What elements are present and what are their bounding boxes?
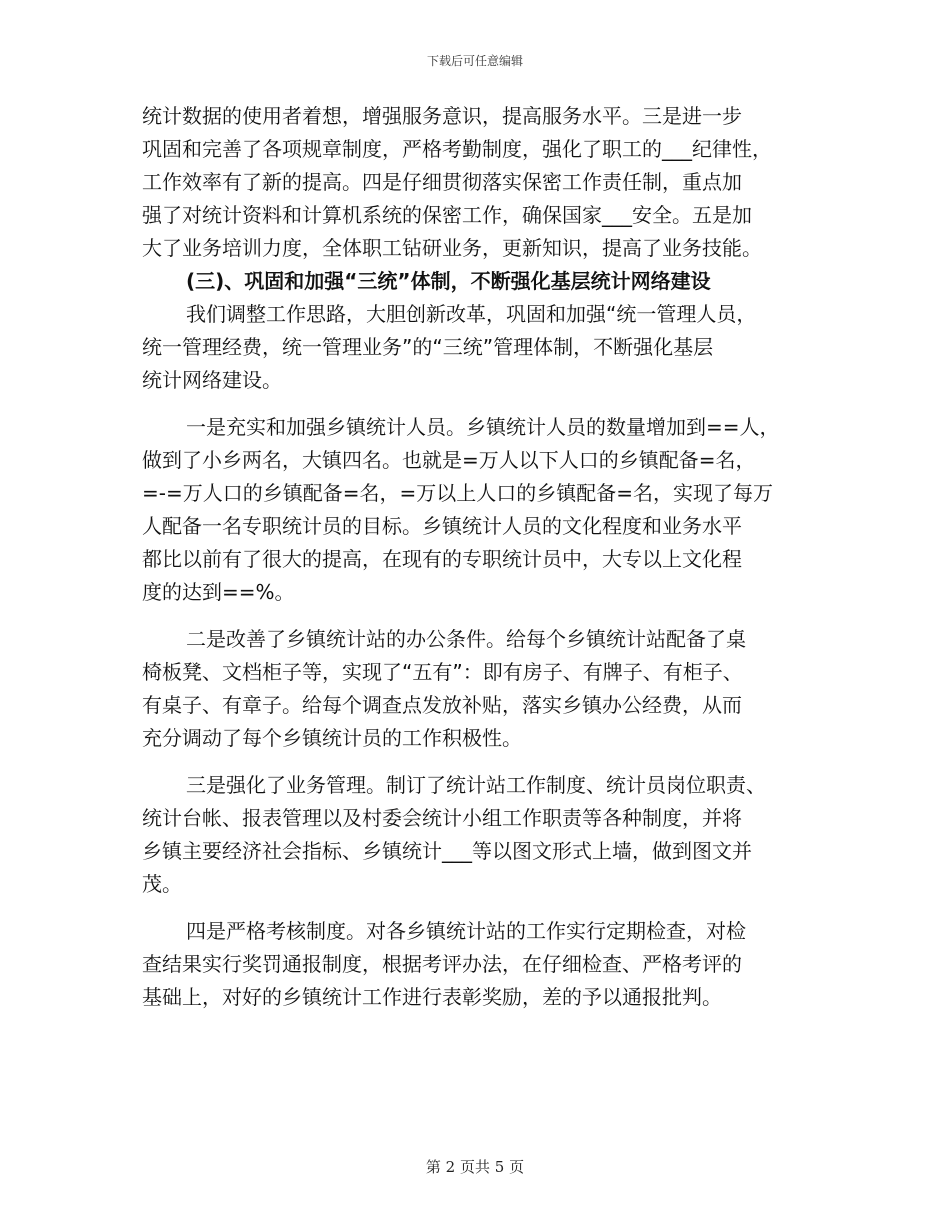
text-line: 统计数据的使用者着想，增强服务意识，提高服务水平。三是进一步 — [142, 104, 742, 128]
text-line: 充分调动了每个乡镇统计员的工作积极性。 — [142, 726, 522, 750]
text-line: 我们调整工作思路，大胆创新改革，巩固和加强“统一管理人员， — [186, 302, 757, 326]
paragraph-assessment — [142, 915, 822, 1014]
text-line: 椅板凳、文档柜子等，实现了“五有”：即有房子、有牌子、有柜子、 — [142, 660, 743, 684]
section-heading: (三)、巩固和加强“三统”体制，不断强化基层统计网络建设 — [186, 269, 711, 293]
text-line: 统计台帐、报表管理以及村委会统计小组工作职责等各种制度，并将 — [142, 806, 742, 830]
text-line: 一是充实和加强乡镇统计人员。乡镇统计人员的数量增加到==人， — [186, 415, 780, 439]
document-body — [142, 100, 822, 1014]
text-line: 茂。 — [142, 872, 182, 896]
text-line: 二是改善了乡镇统计站的办公条件。给每个乡镇统计站配备了桌 — [186, 627, 746, 651]
text-line: 大了业务培训力度，全体职工钻研业务，更新知识，提高了业务技能。 — [142, 236, 762, 260]
text-line: 乡镇主要经济社会指标、乡镇统计___等以图文形式上墙，做到图文并 — [142, 839, 752, 863]
text-line: 度的达到==%。 — [142, 580, 295, 604]
text-line: 四是严格考核制度。对各乡镇统计站的工作实行定期检查，对检 — [186, 919, 746, 943]
text-line: 统计网络建设。 — [142, 368, 282, 392]
text-line: 强了对统计资料和计算机系统的保密工作，确保国家___安全。五是加 — [142, 203, 752, 227]
text-line: 三是强化了业务管理。制订了统计站工作制度、统计员岗位职责、 — [186, 773, 766, 797]
paragraph-intro — [142, 298, 822, 397]
text-line: 巩固和完善了各项规章制度，严格考勤制度，强化了职工的___纪律性， — [142, 137, 772, 161]
text-line: 查结果实行奖罚通报制度，根据考评办法，在仔细检查、严格考评的 — [142, 952, 742, 976]
text-line: 都比以前有了很大的提高，在现有的专职统计员中，大专以上文化程 — [142, 547, 742, 571]
page-header: 下载后可任意编辑 — [426, 54, 523, 68]
text-line: 人配备一名专职统计员的目标。乡镇统计人员的文化程度和业务水平 — [142, 514, 742, 538]
text-line: 做到了小乡两名，大镇四名。也就是=万人以下人口的乡镇配备=名， — [142, 448, 756, 472]
paragraph-office — [142, 623, 822, 755]
text-line: 基础上，对好的乡镇统计工作进行表彰奖励，差的予以通报批判。 — [142, 985, 722, 1009]
text-line: =-=万人口的乡镇配备=名，=万以上人口的乡镇配备=名，实现了每万 — [142, 481, 774, 505]
text-line: 统一管理经费，统一管理业务”的“三统”管理体制，不断强化基层 — [142, 335, 714, 359]
paragraph-management — [142, 769, 822, 901]
paragraph-staff — [142, 411, 822, 609]
page-footer: 第 2 页共 5 页 — [425, 1158, 525, 1176]
text-line: 有桌子、有章子。给每个调查点发放补贴，落实乡镇办公经费，从而 — [142, 693, 742, 717]
paragraph-continuation — [142, 100, 822, 265]
text-line: 工作效率有了新的提高。四是仔细贯彻落实保密工作责任制，重点加 — [142, 170, 742, 194]
